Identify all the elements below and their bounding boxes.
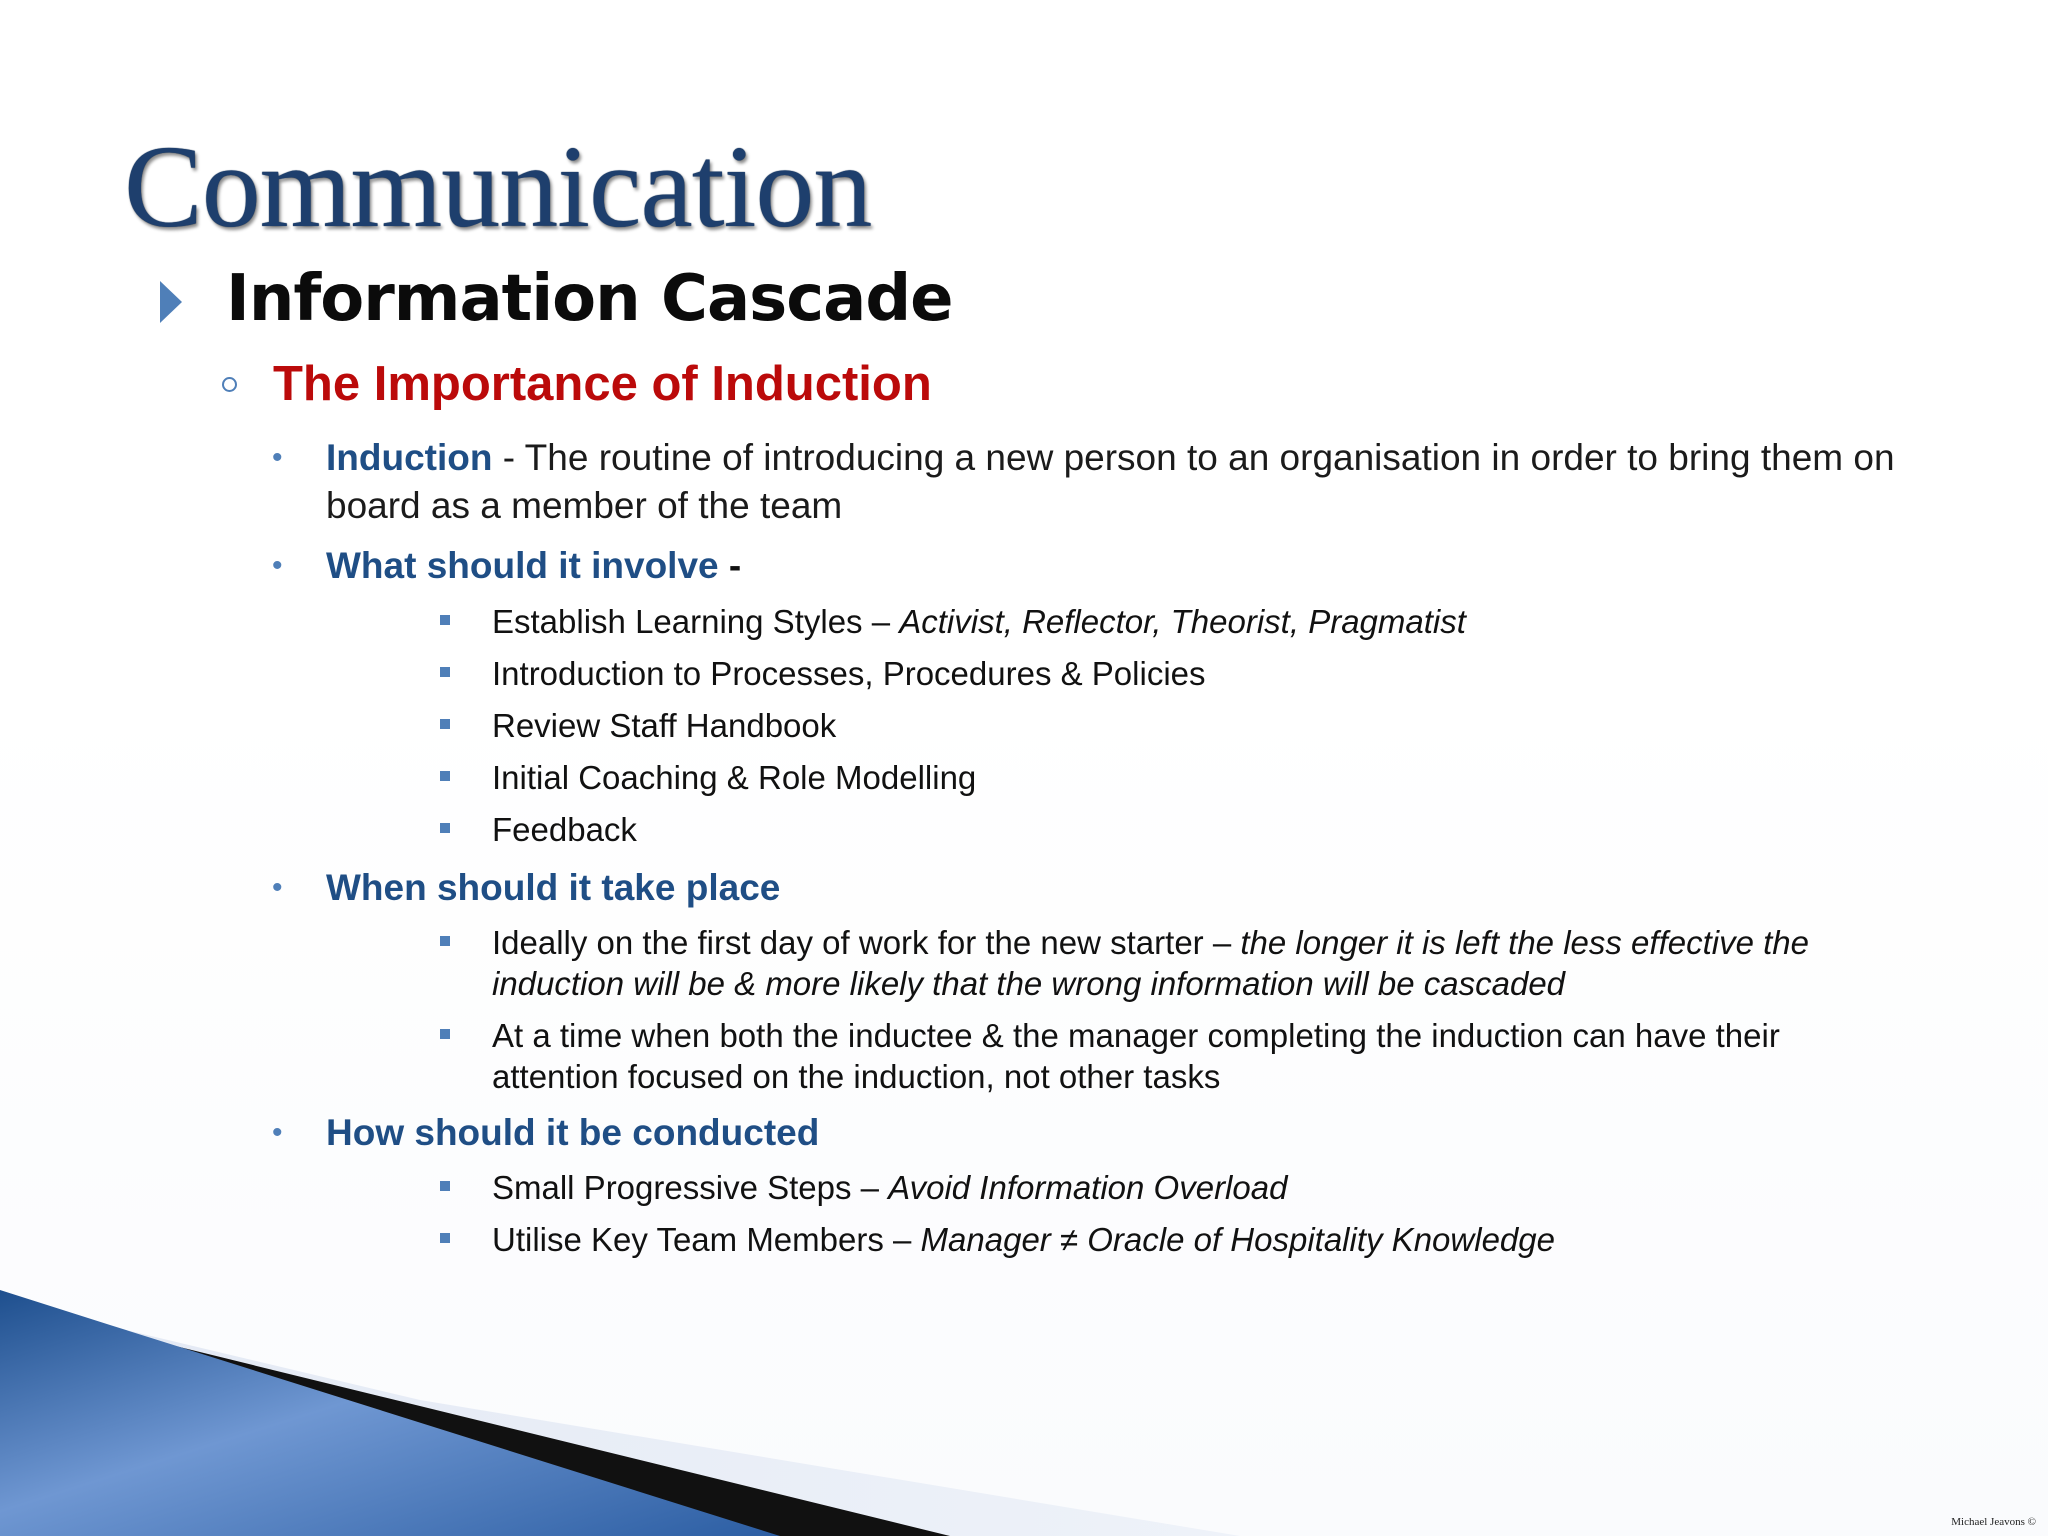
square-icon (440, 936, 450, 946)
when-item-italic: the longer it is left the less effective the induction will be & more likely that the wrong information will be cascaded (492, 924, 1809, 1002)
induction-text (326, 434, 1906, 530)
square-icon (440, 719, 450, 729)
how-item-text: Small Progressive Steps – (492, 1169, 889, 1206)
what-item-text: Establish Learning Styles – (492, 603, 900, 640)
square-icon (440, 1029, 450, 1039)
triangle-right-icon (160, 281, 182, 323)
when-item-text: Ideally on the first day of work for the new starter – (492, 924, 1241, 961)
dot-icon: • (272, 1116, 283, 1149)
what-item-text: Review Staff Handbook (492, 707, 837, 744)
what-heading: What should it involve (326, 545, 719, 586)
slide-title: Communication (124, 121, 872, 252)
square-icon (440, 1181, 450, 1191)
level1-heading: Information Cascade (226, 262, 953, 336)
what-text (326, 542, 1906, 590)
what-item-text: Feedback (492, 811, 637, 848)
square-icon (440, 1233, 450, 1243)
how-item-italic: Avoid Information Overload (888, 1169, 1288, 1206)
decorative-wave (0, 1270, 2048, 1536)
level2-bullet-row (222, 356, 932, 412)
what-item-italic: Activist, Reflector, Theorist, Pragmatist (899, 603, 1466, 640)
level1-bullet-row (160, 262, 953, 336)
hollow-circle-icon (222, 377, 237, 392)
square-icon (440, 615, 450, 625)
when-item-text: At a time when both the inductee & the manager completing the induction can have their attention focused on the induction, not other tasks (492, 1017, 1780, 1095)
square-icon (440, 823, 450, 833)
induction-term: Induction (326, 437, 493, 478)
how-item-italic: Manager ≠ Oracle of Hospitality Knowledge (920, 1221, 1555, 1258)
level2-heading: The Importance of Induction (273, 357, 932, 411)
square-icon (440, 771, 450, 781)
dot-icon: • (272, 549, 283, 582)
what-suffix: - (718, 545, 742, 586)
dot-icon: • (272, 871, 283, 904)
credit-text: Michael Jeavons © (1951, 1516, 2036, 1528)
how-item-text: Utilise Key Team Members – (492, 1221, 921, 1258)
how-heading: How should it be conducted (326, 1112, 820, 1153)
induction-definition: - The routine of introducing a new person to an organisation in order to bring them on board as a member of the team (326, 437, 1895, 526)
square-icon (440, 667, 450, 677)
dot-icon: • (272, 441, 283, 474)
what-item-text: Introduction to Processes, Procedures & Policies (492, 655, 1206, 692)
when-heading: When should it take place (326, 867, 781, 908)
what-item-text: Initial Coaching & Role Modelling (492, 759, 977, 796)
